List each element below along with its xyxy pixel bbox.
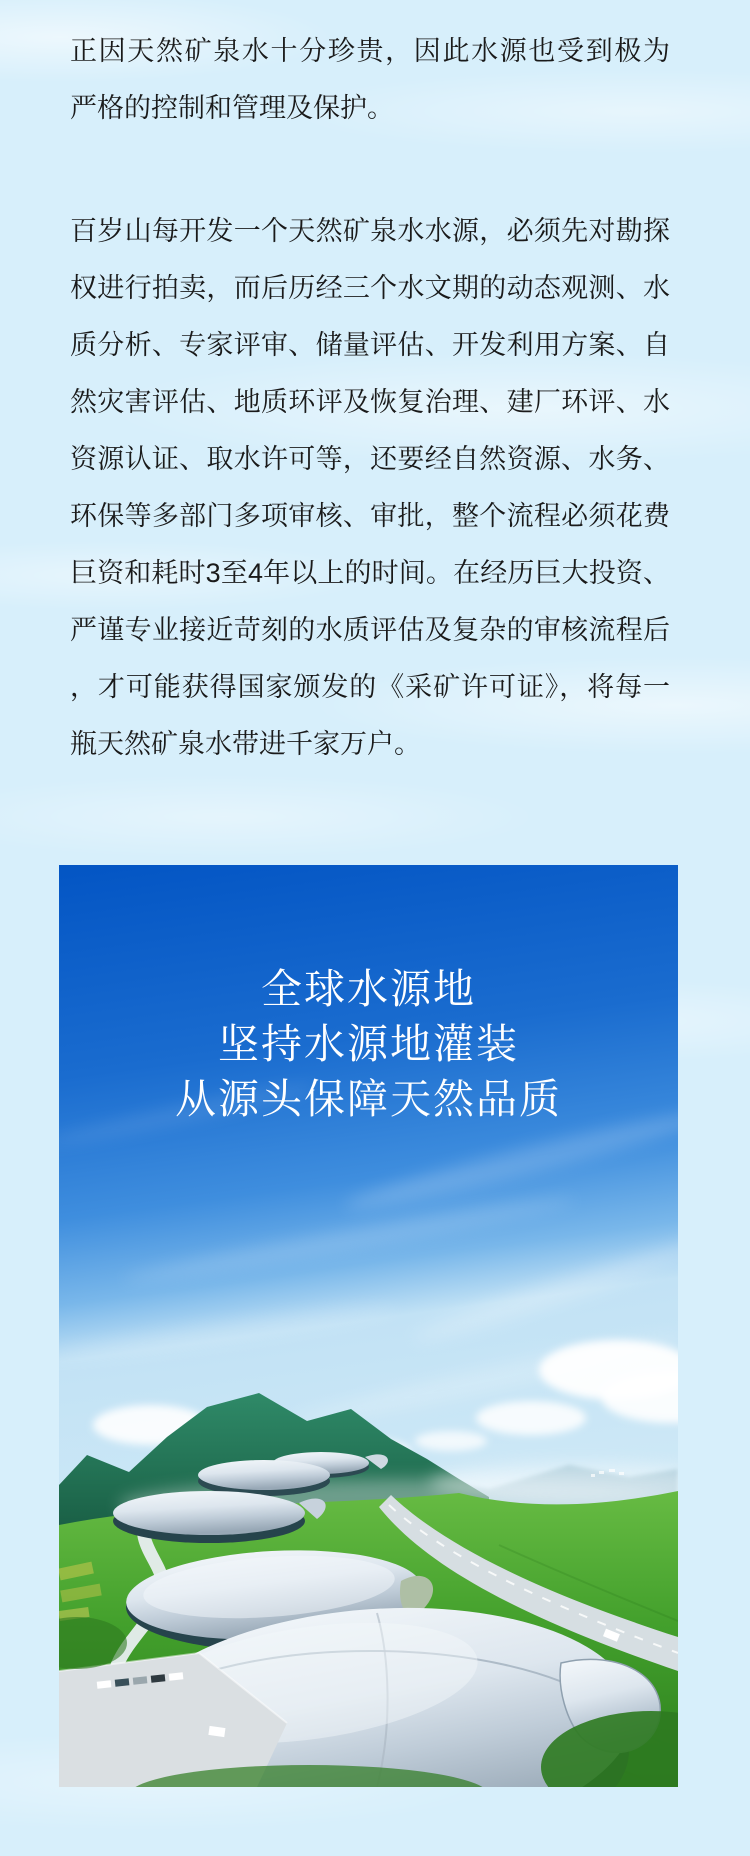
caption-line: 从源头保障天然品质 <box>175 1076 562 1122</box>
text-line: 巨资和耗时3至4年以上的时间。在经历巨大投资、 <box>70 558 670 588</box>
text-line: 环保等多部门多项审核、审批，整个流程必须花费 <box>70 501 670 531</box>
text-line: ，才可能获得国家颁发的《采矿许可证》，将每一 <box>70 672 670 702</box>
article-text <box>0 0 750 773</box>
caption-line: 坚持水源地灌装 <box>218 1021 519 1067</box>
hero-caption <box>59 865 678 1127</box>
text-line: 严谨专业接近苛刻的水质评估及复杂的审核流程后 <box>70 615 670 645</box>
text-line: 严格的控制和管理及保护。 <box>70 93 394 123</box>
text-line: 资源认证、取水许可等，还要经自然资源、水务、 <box>70 444 670 474</box>
caption-line: 全球水源地 <box>261 966 476 1012</box>
text-line: 瓶天然矿泉水带进千家万户。 <box>70 729 421 759</box>
text-line: 质分析、专家评审、储量评估、开发利用方案、自 <box>70 330 670 360</box>
text-line: 权进行拍卖，而后历经三个水文期的动态观测、水 <box>70 273 670 303</box>
paragraph-1 <box>70 23 670 137</box>
text-line: 然灾害评估、地质环评及恢复治理、建厂环评、水 <box>70 387 670 417</box>
paragraph-2 <box>70 203 670 773</box>
text-line: 百岁山每开发一个天然矿泉水水源，必须先对勘探 <box>70 216 670 246</box>
text-line: 正因天然矿泉水十分珍贵，因此水源也受到极为 <box>70 36 670 66</box>
hero-image <box>59 865 678 1787</box>
